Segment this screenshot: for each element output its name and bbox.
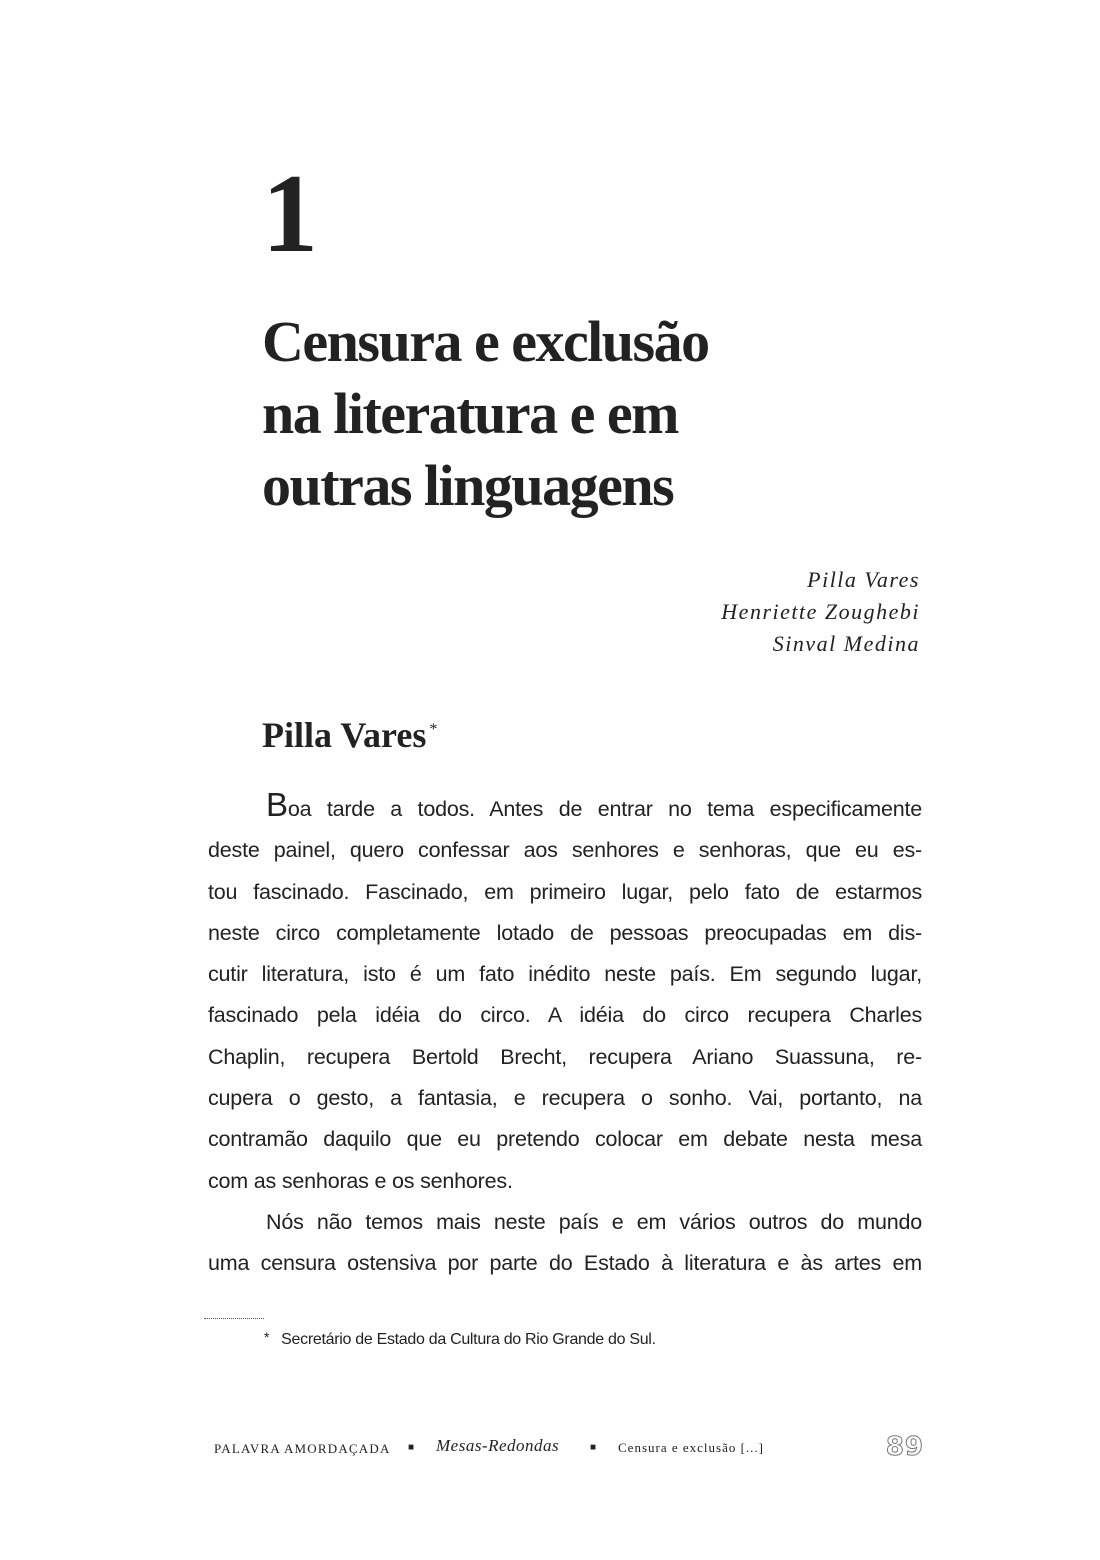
body-line: Chaplin, recupera Bertold Brecht, recupera Ariano Suassuna, re- xyxy=(208,1044,922,1069)
page-footer xyxy=(214,1432,924,1462)
body-line: contramão daquilo que eu pretendo colocar em debate nesta mesa xyxy=(208,1127,922,1152)
body-line: cutir literatura, isto é um fato inédito neste país. Em segundo lugar, xyxy=(208,962,922,987)
footer-separator-icon: ■ xyxy=(408,1442,415,1453)
chapter-number: 1 xyxy=(262,152,316,276)
chapter-title-line: outras linguagens xyxy=(262,453,674,518)
author-list xyxy=(721,564,920,660)
body-line xyxy=(208,788,922,830)
body-line: tou fascinado. Fascinado, em primeiro lugar, pelo fato de estarmos xyxy=(208,879,922,904)
chapter-title xyxy=(262,306,862,522)
body-line: fascinado pela idéia do circo. A idéia do circo recupera Charles xyxy=(208,1003,922,1028)
section-heading-text: Pilla Vares xyxy=(262,715,427,755)
footer-separator-icon: ■ xyxy=(590,1442,597,1453)
body-line: neste circo completamente lotado de pessoas preocupadas em dis- xyxy=(208,920,922,945)
footnote-text: Secretário de Estado da Cultura do Rio Grande do Sul. xyxy=(281,1331,656,1348)
footer-section-title: Mesas-Redondas xyxy=(436,1436,560,1455)
chapter-title-line: Censura e exclusão xyxy=(262,309,709,374)
body-line: Nós não temos mais neste país e em vários outros do mundo xyxy=(266,1209,922,1234)
author-name: Henriette Zoughebi xyxy=(721,599,920,624)
body-text xyxy=(208,788,922,1285)
body-line: deste painel, quero confessar aos senhores e senhoras, que eu es- xyxy=(208,838,922,863)
footer-book-title: PALAVRA AMORDAÇADA xyxy=(214,1441,391,1456)
drop-cap: B xyxy=(266,786,288,823)
author-name: Pilla Vares xyxy=(807,567,920,592)
body-line-text: oa tarde a todos. Antes de entrar no tema especificamente xyxy=(287,797,922,821)
page-number: 89 xyxy=(885,1432,924,1462)
footnote-mark: * xyxy=(264,1329,270,1345)
section-heading xyxy=(262,708,437,757)
footnote-reference[interactable]: * xyxy=(429,721,438,738)
body-line: com as senhoras e os senhores. xyxy=(208,1168,513,1193)
body-line: cupera o gesto, a fantasia, e recupera o sonho. Vai, portanto, na xyxy=(208,1086,922,1111)
body-line: uma censura ostensiva por parte do Estado à literatura e às artes em xyxy=(208,1251,922,1276)
author-name: Sinval Medina xyxy=(772,631,920,656)
footnote-divider xyxy=(204,1318,264,1319)
footnote xyxy=(264,1326,656,1351)
chapter-title-line: na literatura e em xyxy=(262,381,678,446)
footer-chapter-title: Censura e exclusão [...] xyxy=(618,1440,765,1455)
